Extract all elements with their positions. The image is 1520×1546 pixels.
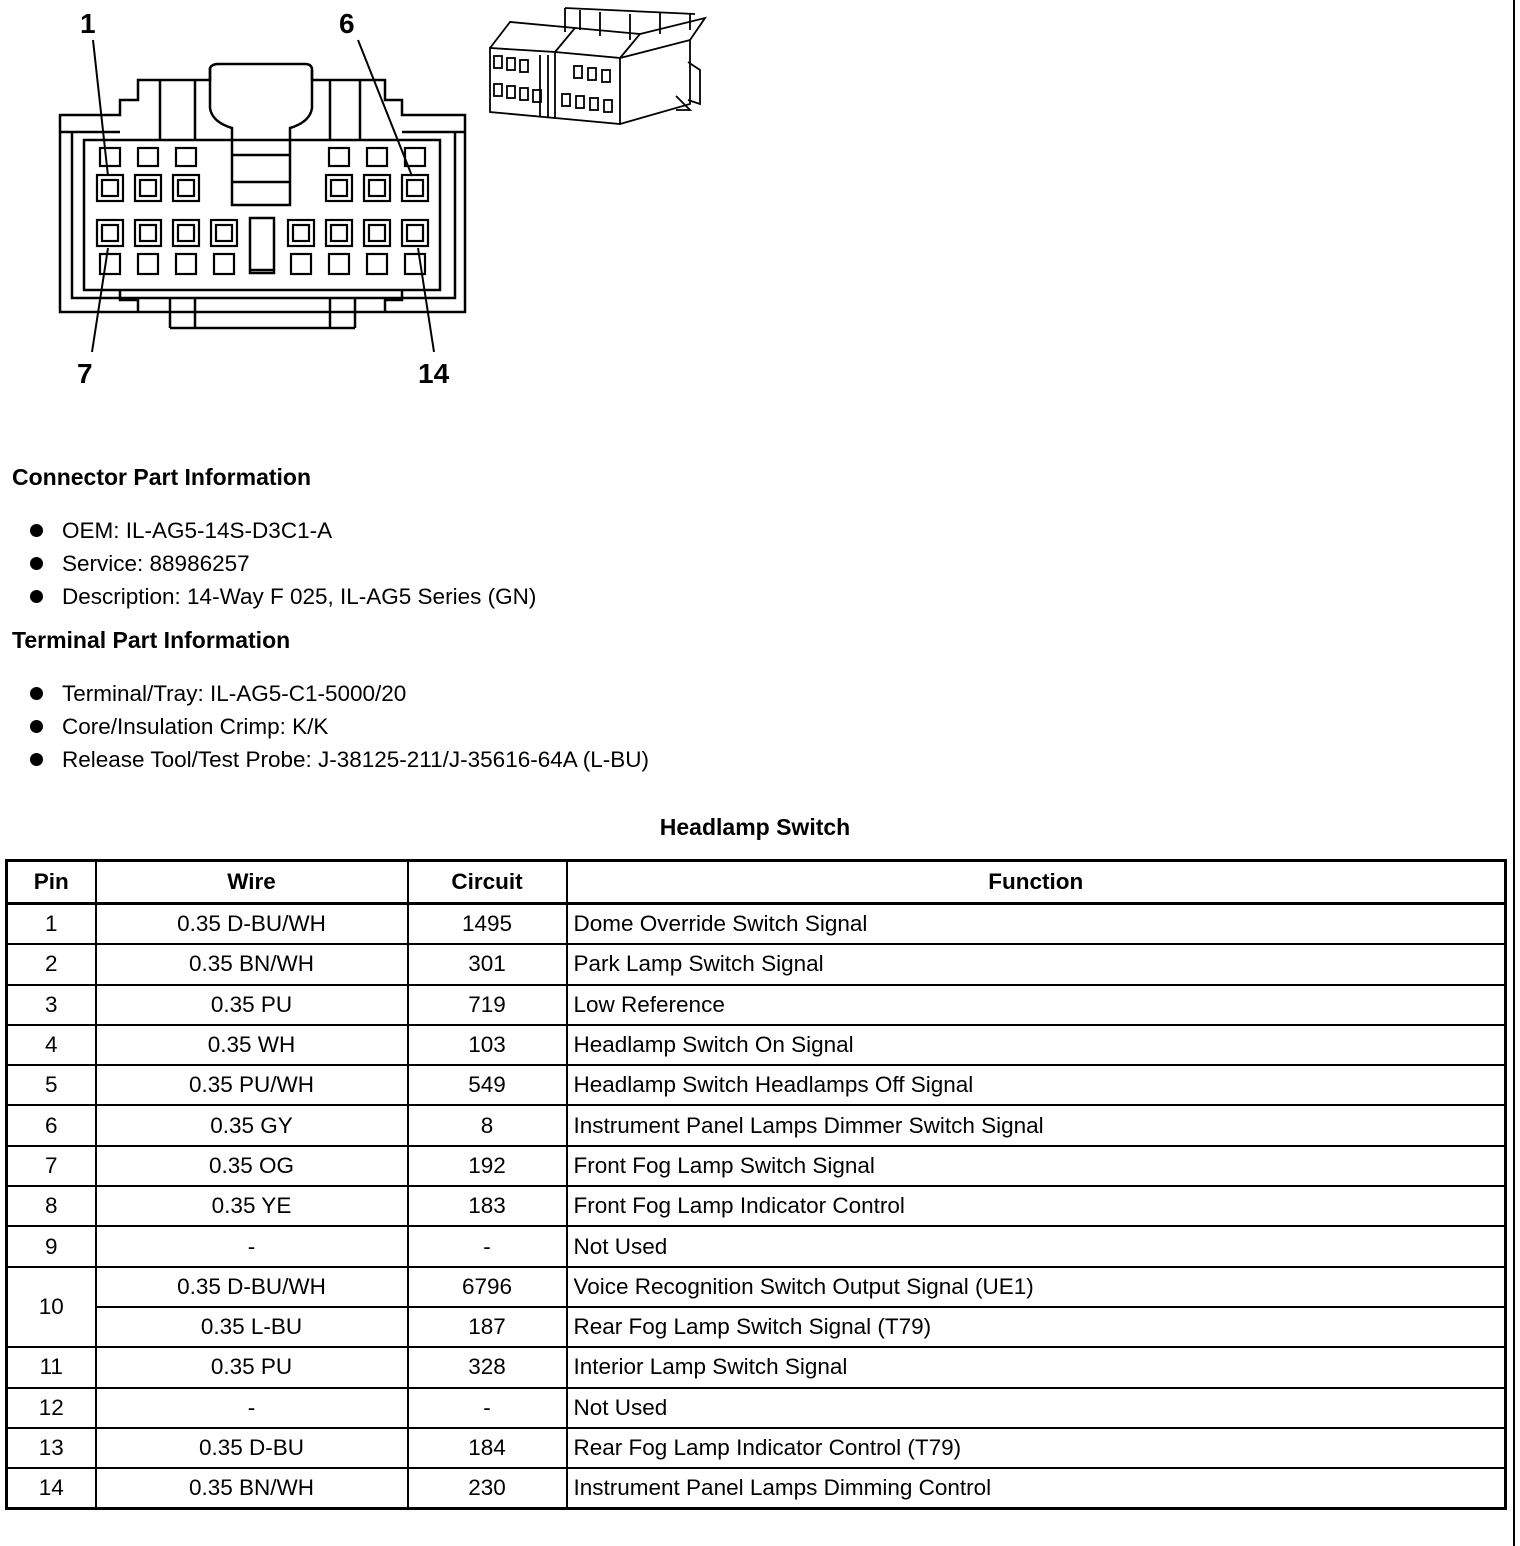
- cell-function: Park Lamp Switch Signal: [567, 944, 1506, 984]
- cell-pin: 1: [7, 904, 96, 945]
- table-row: [7, 1388, 1506, 1428]
- list-item: Description: 14-Way F 025, IL-AG5 Series (GN): [30, 580, 536, 613]
- cell-circuit: -: [408, 1388, 567, 1428]
- cell-circuit: 8: [408, 1105, 567, 1145]
- connector-latch: [210, 68, 312, 205]
- table-row: [7, 1347, 1506, 1387]
- table-caption: Headlamp Switch: [659, 814, 851, 840]
- bullet-icon: [30, 557, 43, 570]
- cell-function: Headlamp Switch Headlamps Off Signal: [567, 1065, 1506, 1105]
- cell-pin: 3: [7, 985, 96, 1025]
- cell-pin: 8: [7, 1186, 96, 1226]
- terminal-section-title: Terminal Part Information: [12, 627, 291, 653]
- cell-function: Interior Lamp Switch Signal: [567, 1347, 1506, 1387]
- cell-function: Low Reference: [567, 985, 1506, 1025]
- table-row: [7, 985, 1506, 1025]
- cell-circuit: 301: [408, 944, 567, 984]
- cell-pin: 14: [7, 1468, 96, 1509]
- list-item: Core/Insulation Crimp: K/K: [30, 710, 649, 743]
- cell-pin: 12: [7, 1388, 96, 1428]
- cell-wire: 0.35 D-BU/WH: [96, 904, 408, 945]
- table-row: [7, 1025, 1506, 1065]
- connector-info-list: [30, 514, 536, 613]
- table-row: [7, 1146, 1506, 1186]
- cell-pin: 5: [7, 1065, 96, 1105]
- cell-wire: 0.35 YE: [96, 1186, 408, 1226]
- table-row: [7, 1105, 1506, 1145]
- cell-wire: 0.35 D-BU/WH: [96, 1267, 408, 1307]
- cell-pin: 13: [7, 1428, 96, 1468]
- list-item: Terminal/Tray: IL-AG5-C1-5000/20: [30, 677, 649, 710]
- cell-function: Not Used: [567, 1388, 1506, 1428]
- connector-section-title: Connector Part Information: [12, 464, 312, 490]
- table-row: [7, 1267, 1506, 1307]
- terminal-info-list: [30, 677, 649, 776]
- cell-circuit: 6796: [408, 1267, 567, 1307]
- cell-wire: 0.35 PU: [96, 1347, 408, 1387]
- cell-wire: 0.35 PU: [96, 985, 408, 1025]
- cell-wire: -: [96, 1388, 408, 1428]
- bullet-icon: [30, 687, 43, 700]
- cell-wire: 0.35 WH: [96, 1025, 408, 1065]
- cell-pin: 6: [7, 1105, 96, 1145]
- list-item: Release Tool/Test Probe: J-38125-211/J-35616-64A (L-BU): [30, 743, 649, 776]
- cell-wire: 0.35 BN/WH: [96, 944, 408, 984]
- pin-callout-6: 6: [339, 8, 355, 39]
- cell-function: Front Fog Lamp Indicator Control: [567, 1186, 1506, 1226]
- cell-function: Voice Recognition Switch Output Signal (UE1): [567, 1267, 1506, 1307]
- table-row: [7, 904, 1506, 945]
- header-pin: Pin: [7, 861, 96, 904]
- header-circuit: Circuit: [408, 861, 567, 904]
- connector-diagram: [0, 0, 740, 400]
- cell-function: Rear Fog Lamp Indicator Control (T79): [567, 1428, 1506, 1468]
- cell-function: Instrument Panel Lamps Dimming Control: [567, 1468, 1506, 1509]
- pin-callout-7: 7: [77, 358, 93, 389]
- cell-wire: 0.35 L-BU: [96, 1307, 408, 1347]
- cell-wire: 0.35 D-BU: [96, 1428, 408, 1468]
- terminal-cavities: [97, 148, 428, 274]
- table-row: [7, 944, 1506, 984]
- header-function: Function: [567, 861, 1506, 904]
- bullet-icon: [30, 590, 43, 603]
- cell-function: Instrument Panel Lamps Dimmer Switch Signal: [567, 1105, 1506, 1145]
- connector-3d-sketch: [490, 8, 705, 124]
- cell-circuit: 184: [408, 1428, 567, 1468]
- table-row: [7, 1468, 1506, 1509]
- pin-callout-1: 1: [80, 8, 96, 39]
- cell-function: Not Used: [567, 1226, 1506, 1266]
- table-row: [7, 1428, 1506, 1468]
- pinout-table: [5, 859, 1507, 1510]
- table-row: [7, 1065, 1506, 1105]
- cell-circuit: 719: [408, 985, 567, 1025]
- page-right-rule: [1513, 0, 1515, 1546]
- cell-circuit: 183: [408, 1186, 567, 1226]
- cell-wire: 0.35 OG: [96, 1146, 408, 1186]
- cell-pin: 11: [7, 1347, 96, 1387]
- list-item: Service: 88986257: [30, 547, 536, 580]
- cell-pin: 9: [7, 1226, 96, 1266]
- cell-circuit: 103: [408, 1025, 567, 1065]
- cell-circuit: 549: [408, 1065, 567, 1105]
- cell-pin: 2: [7, 944, 96, 984]
- table-row: [7, 1186, 1506, 1226]
- table-row: [7, 1307, 1506, 1347]
- table-header-row: [7, 861, 1506, 904]
- bullet-icon: [30, 720, 43, 733]
- cell-circuit: 187: [408, 1307, 567, 1347]
- pin-callout-14: 14: [418, 358, 450, 389]
- cell-circuit: 192: [408, 1146, 567, 1186]
- cell-function: Front Fog Lamp Switch Signal: [567, 1146, 1506, 1186]
- cell-pin: 4: [7, 1025, 96, 1065]
- table-row: [7, 1226, 1506, 1266]
- cell-function: Dome Override Switch Signal: [567, 904, 1506, 945]
- bullet-icon: [30, 753, 43, 766]
- bullet-icon: [30, 524, 43, 537]
- cell-function: Headlamp Switch On Signal: [567, 1025, 1506, 1065]
- header-wire: Wire: [96, 861, 408, 904]
- cell-circuit: 328: [408, 1347, 567, 1387]
- cell-circuit: -: [408, 1226, 567, 1266]
- cell-wire: 0.35 BN/WH: [96, 1468, 408, 1509]
- list-item: OEM: IL-AG5-14S-D3C1-A: [30, 514, 536, 547]
- cell-function: Rear Fog Lamp Switch Signal (T79): [567, 1307, 1506, 1347]
- cell-wire: 0.35 GY: [96, 1105, 408, 1145]
- cell-circuit: 230: [408, 1468, 567, 1509]
- cell-pin: 7: [7, 1146, 96, 1186]
- cell-wire: -: [96, 1226, 408, 1266]
- cell-wire: 0.35 PU/WH: [96, 1065, 408, 1105]
- cell-pin: 10: [7, 1267, 96, 1348]
- cell-circuit: 1495: [408, 904, 567, 945]
